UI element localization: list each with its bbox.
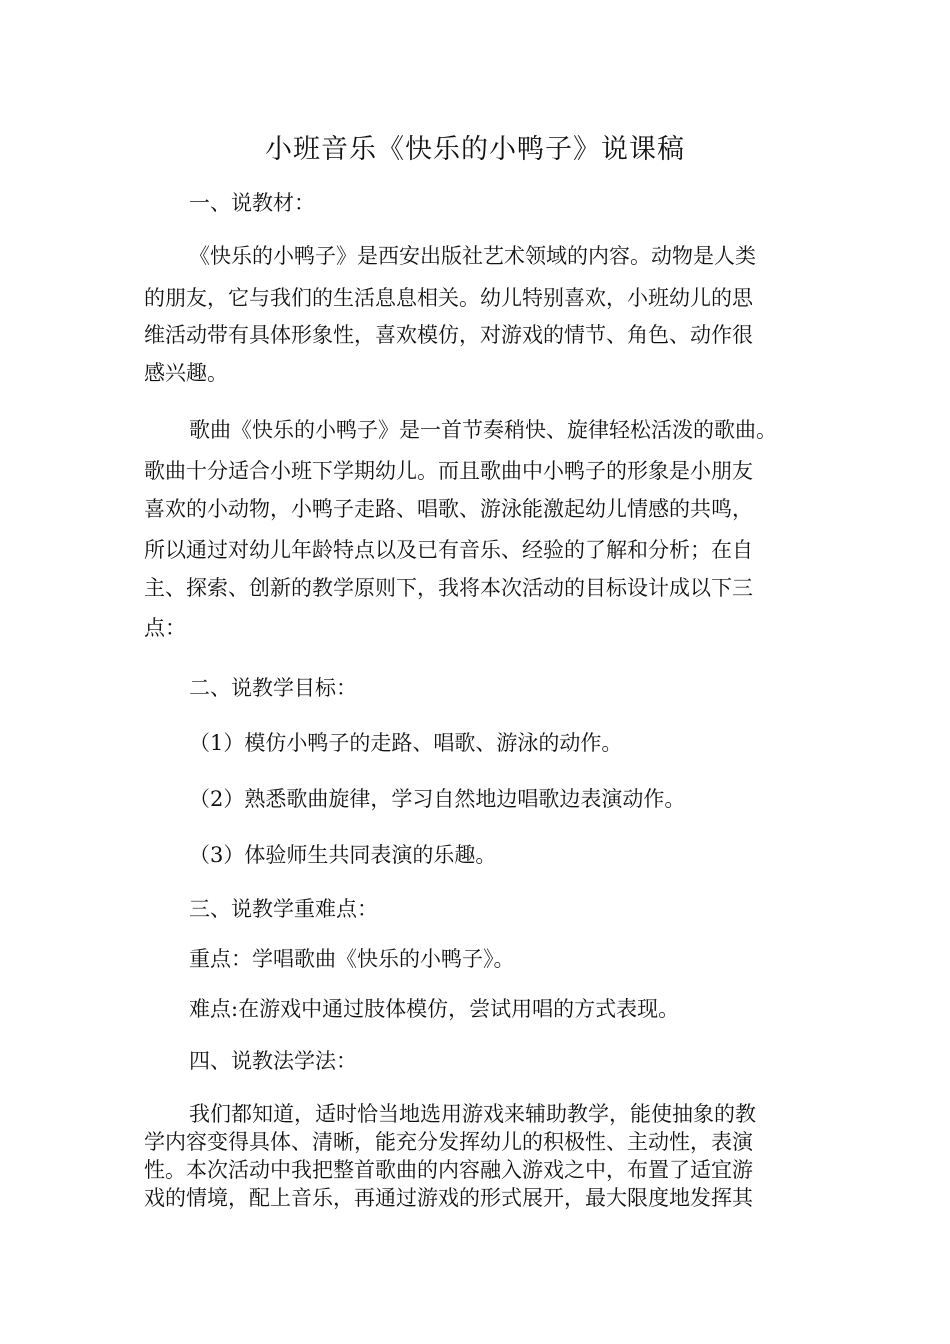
paragraph-line: 主、探索、创新的教学原则下，我将本次活动的目标设计成以下三 <box>144 576 753 600</box>
goal-item-1: （1）模仿小鸭子的走路、唱歌、游泳的动作。 <box>189 731 623 755</box>
paragraph-line: 的朋友，它与我们的生活息息相关。幼儿特别喜欢，小班幼儿的思 <box>144 286 753 310</box>
paragraph-line: 维活动带有具体形象性，喜欢模仿，对游戏的情节、角色、动作很 <box>144 323 753 347</box>
goal-item-3: （3）体验师生共同表演的乐趣。 <box>189 843 497 867</box>
section-heading-key-points: 三、说教学重难点： <box>189 897 378 921</box>
paragraph-line: 歌曲十分适合小班下学期幼儿。而且歌曲中小鸭子的形象是小朋友 <box>144 459 753 483</box>
document-title: 小班音乐《快乐的小鸭子》说课稿 <box>265 134 685 165</box>
paragraph-line: 性。本次活动中我把整首歌曲的内容融入游戏之中，布置了适宜游 <box>144 1158 753 1182</box>
paragraph-line: 点： <box>144 616 186 640</box>
paragraph-line: 喜欢的小动物，小鸭子走路、唱歌、游泳能激起幼儿情感的共鸣， <box>144 497 753 521</box>
paragraph-line: 所以通过对幼儿年龄特点以及已有音乐、经验的了解和分析；在自 <box>144 538 753 562</box>
paragraph-line: 戏的情境，配上音乐，再通过游戏的形式展开，最大限度地发挥其 <box>144 1186 753 1210</box>
paragraph-line: 我们都知道，适时恰当地选用游戏来辅助教学，能使抽象的教 <box>189 1102 756 1126</box>
section-heading-teaching-material: 一、说教材： <box>189 191 315 215</box>
paragraph-line: 歌曲《快乐的小鸭子》是一首节奏稍快、旋律轻松活泼的歌曲。 <box>189 418 777 442</box>
difficult-point-line: 难点:在游戏中通过肢体模仿，尝试用唱的方式表现。 <box>189 997 680 1021</box>
paragraph-line: 学内容变得具体、清晰，能充分发挥幼儿的积极性、主动性，表演 <box>144 1130 753 1154</box>
section-heading-methods: 四、说教法学法： <box>189 1049 357 1073</box>
section-heading-teaching-goals: 二、说教学目标： <box>189 676 357 700</box>
paragraph-line: 《快乐的小鸭子》是西安出版社艺术领域的内容。动物是人类 <box>189 244 756 268</box>
goal-item-2: （2）熟悉歌曲旋律，学习自然地边唱歌边表演动作。 <box>189 787 686 811</box>
key-point-line: 重点：学唱歌曲《快乐的小鸭子》。 <box>189 947 515 971</box>
paragraph-line: 感兴趣。 <box>144 361 228 385</box>
